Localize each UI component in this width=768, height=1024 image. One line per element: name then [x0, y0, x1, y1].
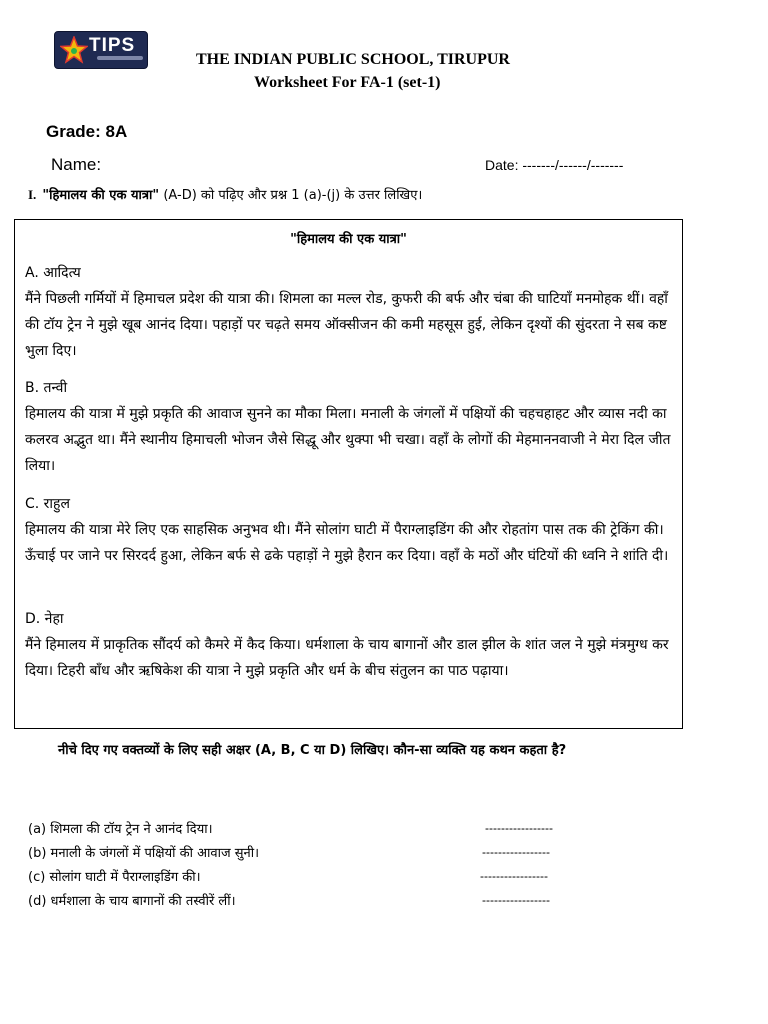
- star-icon: [60, 36, 88, 64]
- worksheet-title: Worksheet For FA-1 (set-1): [254, 74, 441, 91]
- section-text-c: हिमालय की यात्रा मेरे लिए एक साहसिक अनुभव थी। मैंने सोलांग घाटी में पैराग्लाइडिंग की और रोहतांग पास तक की ट्रेकिंग की। ऊँचाई पर जाने पर सिरदर्द हुआ, लेकिन बर्फ से ढके पहाड़ों ने मुझे हैरान कर दिया। वहाँ के मठों और घंटियों की ध्वनि ने शांति दी।: [25, 522, 669, 564]
- section-heading-b: B. तन्वी: [25, 380, 68, 396]
- section-text-d: मैंने हिमालय में प्राकृतिक सौंदर्य को कैमरे में कैद किया। धर्मशाला के चाय बागानों और डाल झील के शांत जल ने मुझे मंत्रमुग्ध कर दिया। टिहरी बाँध और ऋषिकेश की यात्रा ने मुझे प्रकृति और धर्म के बीच संतुलन का पाठ पढ़ाया।: [25, 637, 669, 679]
- question-text: सोलांग घाटी में पैराग्लाइडिंग की।: [49, 870, 201, 885]
- section-heading-a: A. आदित्य: [25, 265, 81, 281]
- question-a: [28, 819, 213, 837]
- question-text: मनाली के जंगलों में पक्षियों की आवाज सुनी।: [50, 846, 260, 861]
- passage-title: "हिमालय की एक यात्रा": [290, 232, 407, 247]
- section-text-b: हिमालय की यात्रा में मुझे प्रकृति की आवाज सुनने का मौका मिला। मनाली के जंगलों में पक्षियों की चहचहाहट और व्यास नदी का कलरव अद्भुत था। मैंने स्थानीय हिमाचली भोजन जैसे सिद्धू और थुक्पा भी चखा। वहाँ के लोगों की मेहमाननवाजी ने मेरा दिल जीत लिया।: [25, 406, 671, 474]
- answer-blank-a[interactable]: -----------------: [485, 821, 553, 835]
- grade-label: Grade: 8A: [46, 122, 128, 141]
- question-text: धर्मशाला के चाय बागानों की तस्वीरें लीं।: [50, 894, 236, 909]
- section-text-a: मैंने पिछली गर्मियों में हिमाचल प्रदेश की यात्रा की। शिमला का मल्ल रोड, कुफरी की बर्फ और चंबा की घाटियाँ मनमोहक थीं। वहाँ की टॉय ट्रेन ने मुझे खूब आनंद दिया। पहाड़ों पर चढ़ते समय ऑक्सीजन की कमी महसूस हुई, लेकिन दृश्यों की सुंदरता ने सब कष्ट भुला दिए।: [25, 291, 668, 359]
- match-instruction: नीचे दिए गए वक्तव्यों के लिए सही अक्षर (A, B, C या D) लिखिए। कौन-सा व्यक्ति यह कथन कहता है?: [58, 743, 567, 758]
- passage-box: [14, 219, 683, 729]
- answer-blank-b[interactable]: -----------------: [482, 845, 550, 859]
- section-heading-d: D. नेहा: [25, 611, 64, 627]
- question-c: [28, 867, 201, 885]
- question-label: (a): [28, 822, 47, 837]
- question-b: [28, 843, 259, 861]
- logo-tagline: [97, 56, 143, 60]
- question-label: (b): [28, 846, 47, 861]
- question-text: शिमला की टॉय ट्रेन ने आनंद दिया।: [50, 822, 213, 837]
- passage-title-ref: "हिमालय की एक यात्रा": [42, 188, 160, 203]
- name-label: Name:: [51, 155, 102, 174]
- logo-text: TIPS: [89, 35, 136, 56]
- school-logo: [54, 31, 148, 69]
- question-d: [28, 891, 236, 909]
- question-number: I.: [28, 187, 37, 202]
- question-label: (d): [28, 894, 47, 909]
- date-label: Date: -------/------/-------: [485, 157, 624, 173]
- question-label: (c): [28, 870, 46, 885]
- answer-blank-c[interactable]: -----------------: [480, 869, 548, 883]
- section-heading-c: C. राहुल: [25, 496, 70, 512]
- answer-blank-d[interactable]: -----------------: [482, 893, 550, 907]
- school-name: THE INDIAN PUBLIC SCHOOL, TIRUPUR: [196, 51, 510, 68]
- question-1-heading: [28, 185, 422, 203]
- question-instruction: (A-D) को पढ़िए और प्रश्न 1 (a)-(j) के उत्तर लिखिए।: [159, 188, 423, 203]
